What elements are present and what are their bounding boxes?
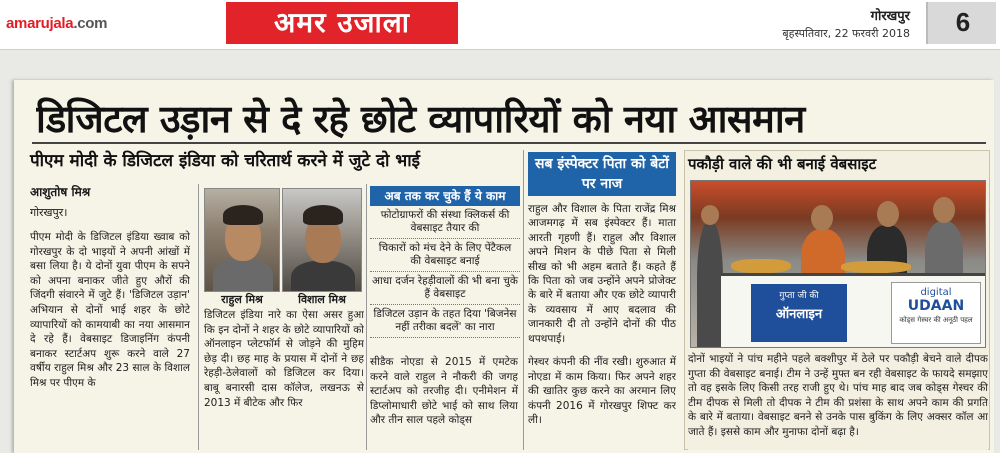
photo-person: [697, 221, 723, 348]
photo-hair: [303, 205, 343, 225]
location-dateline: गोरखपुर।: [30, 206, 68, 219]
father-box-text: राहुल और विशाल के पिता राजेंद्र मिश्र आजमगढ़ में सब इंस्पेक्टर हैं। माता आरती गृहणी हैं। राहुल और विशाल अपने मिशन के पीछे पिता से मिली सीख को भी अहम बताते हैं। कहते हैं कि पिता को जब उन्होंने अपने प्रोजेक्ट के बारे में बताया और एक छोटे व्यापारी के व्यवसाय में आए बदलाव की जानकारी दी तो उन्होंने दोनों की पीठ थपथपाई।: [528, 203, 676, 345]
publication-date: बृहस्पतिवार, 22 फरवरी 2018: [782, 27, 910, 40]
photo-hair: [223, 205, 263, 225]
achievements-title: अब तक कर चुके हैं ये काम: [370, 186, 520, 206]
stall-sign2-main: UDAAN: [907, 298, 965, 314]
news-clipping: [14, 80, 994, 453]
article-column-4: गेस्चर कंपनी की नींव रखी। शुरुआत में नोएडा में काम किया। फिर अपने शहर की खातिर कुछ करने का अरमान लिए कंपनी 2016 में गोरखपुर शिफ्ट कर ली।: [528, 356, 676, 427]
edition-name: गोरखपुर: [870, 9, 910, 24]
stall-sign-main: ऑनलाइन: [775, 307, 823, 322]
photo-food-tray: [731, 259, 791, 273]
achievement-item: डिजिटल उड़ान के तहत दिया 'बिजनेस नहीं तरीका बदलें' का नारा: [370, 305, 520, 338]
article-column-2: डिजिटल इंडिया नारे का ऐसा असर हुआ कि इन दोनों ने शहर के छोटे व्यापारियों को ऑनलाइन प्लेटफॉर्म से जोड़ने की मुहिम छेड़ दी। छह माह के प्रयास में दोनों ने छह रेहड़ी-ठेलेवालों को डिजिटल कर दिया। बाबू बनारसी दास कॉलेज, लखनऊ से 2013 में बीटेक और फिर: [204, 309, 364, 409]
top-bar: [0, 0, 1000, 50]
photo-food-tray: [841, 261, 911, 273]
photo-caption-vishal: विशाल मिश्र: [298, 293, 346, 306]
article-column-1: पीएम मोदी के डिजिटल इंडिया ख्वाब को गोरखपुर के दो भाइयों ने अपनी आंखों में बसा लिया है। ये दोनों युवा पीएम के सपने को अपना बनाकर जीते हुए औरों की जिंदगी संवारने में जुटे हैं। 'डिजिटल उड़ान' अभियान से दोनों भाई शहर के छोटे व्यापारियों को कामयाबी का नया आसमान दे रहे हैं। वेबसाइट डिजाइनिंग कंपनी बनाकर स्टार्टअप शुरू करने वाले 27 वर्षीय राहुल मिश्र और 23 साल के विशाल मिश्र पर पीएम के: [30, 231, 190, 389]
achievement-item: चिकारों को मंच देने के लिए पेंटैकल की वेबसाइट बनाई: [370, 239, 520, 272]
site-link-main[interactable]: amarujala: [6, 15, 74, 32]
photo-shirt: [291, 261, 355, 292]
site-link-tld[interactable]: .com: [73, 15, 108, 32]
father-box-title: सब इंस्पेक्टर पिता को बेटों पर नाज: [528, 152, 676, 196]
photo-shirt: [213, 259, 273, 292]
stall-sign2-sub: कोड्स गेस्चर की अनूठी पहल: [899, 316, 973, 324]
photo-person-head: [877, 201, 899, 227]
headline-rule: [32, 142, 986, 144]
column-divider: [198, 184, 199, 450]
article-headline: डिजिटल उड़ान से दे रहे छोटे व्यापारियों को नया आसमान: [36, 96, 805, 141]
page-number-box: [926, 2, 996, 44]
site-link[interactable]: [6, 15, 107, 32]
pakodi-box-title: पकौड़ी वाले की भी बनाई वेबसाइट: [688, 155, 877, 173]
photo-stall: [721, 273, 986, 348]
stall-sign-udaan: [891, 282, 981, 344]
column-divider: [366, 184, 367, 450]
achievement-item: आधा दर्जन रेहड़ीवालों की भी बना चुके हैं वेबसाइट: [370, 272, 520, 305]
pakodi-box-text: दोनों भाइयों ने पांच महीने पहले बक्शीपुर में ठेले पर पकौड़ी बेचने वाले दीपक गुप्ता की वेबसाइट बनाई। टीम ने उन्हें मुफ्त बन रही वेबसाइट के फायदे समझाए तो वह इसके लिए किसी तरह राजी हुए थे। पांच माह बाद जब कोड्स गेस्चर की टीम दीपक से मिली तो दीपक ने टीम की प्रशंसा के साथ अपने काम की प्रगति के बारे में बताया। वेबसाइट बनने से उनके पास बुकिंग के लिए अक्सर कॉल आ जाते हैं। इससे काम और मुनाफा दोनों बढ़ा है।: [688, 352, 988, 450]
photo-rahul: [204, 188, 280, 292]
article-column-3: सीडैक नोएडा से 2015 में एमटेक करने वाले राहुल ने नौकरी की जगह स्टार्टअप को तरजीह दी। एनीमेशन में डिप्लोमाधारी छोटे भाई को साथ लिया और तीन साल पहले कोड्स: [370, 356, 518, 427]
photo-person-head: [933, 197, 955, 223]
photo-person-head: [701, 205, 719, 225]
stall-sign2-top: digital: [920, 287, 952, 298]
pakodi-stall-photo: [690, 180, 986, 348]
masthead-logo: अमर उजाला: [226, 2, 458, 44]
page-number: 6: [955, 7, 971, 37]
stall-sign-top: गुप्ता जी की: [779, 291, 819, 301]
column-divider: [523, 150, 524, 450]
stall-sign-online: [751, 284, 847, 342]
achievements-box: [370, 186, 520, 348]
article-subheadline: पीएम मोदी के डिजिटल इंडिया को चरितार्थ करने में जुटे दो भाई: [30, 151, 420, 171]
photo-caption-rahul: राहुल मिश्र: [221, 293, 263, 306]
photo-vishal: [282, 188, 362, 292]
byline: आशुतोष मिश्र: [30, 185, 91, 199]
photo-person-head: [811, 205, 833, 231]
achievement-item: फोटोग्राफरों की संस्था क्लिकर्स की वेबसाइट तैयार की: [370, 206, 520, 239]
